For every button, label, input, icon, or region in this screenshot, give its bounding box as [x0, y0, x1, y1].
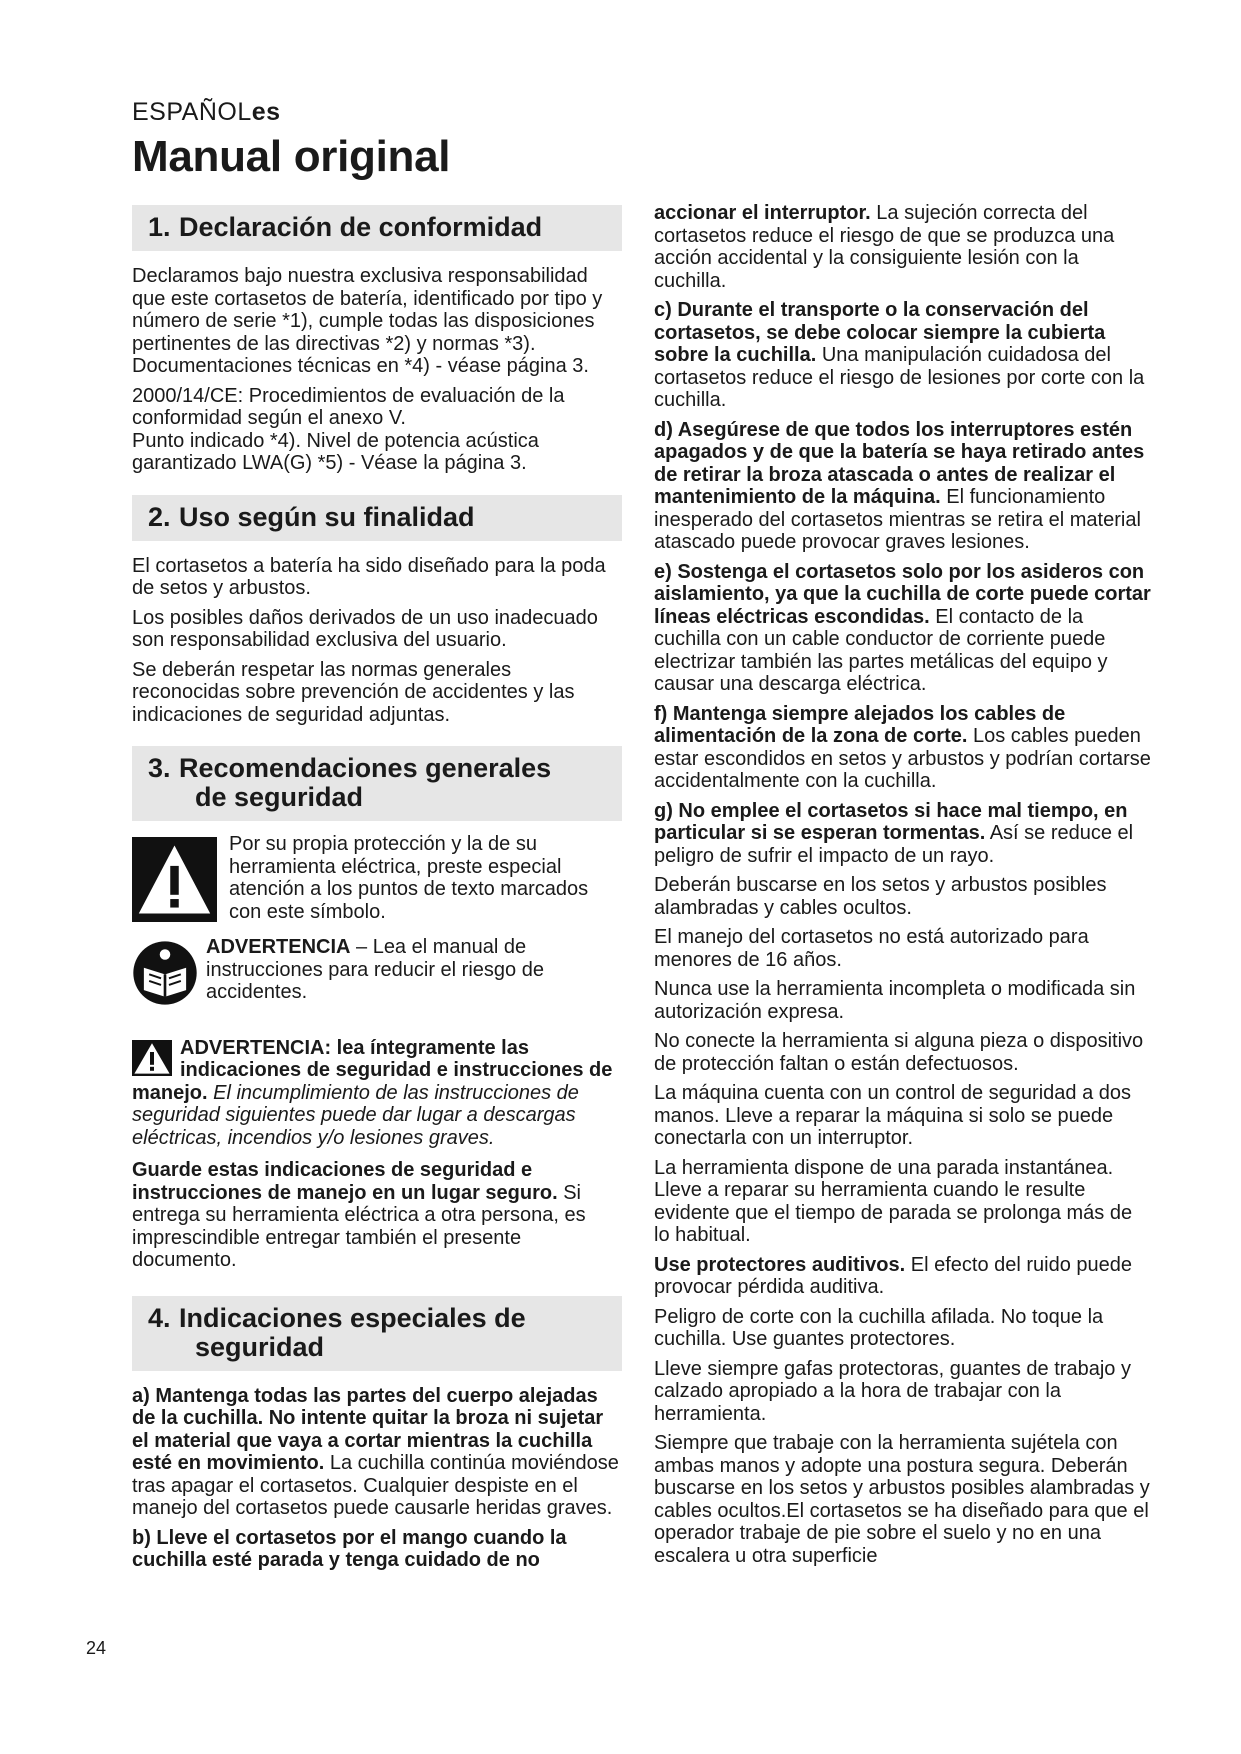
paragraph: La herramienta dispone de una parada instantánea. Lleve a reparar su herramienta cuando le resulte evidente que el tiempo de parada se prolonga más de lo habitual. — [654, 1156, 1133, 1246]
section-1-body — [132, 265, 622, 475]
paragraph: Declaramos bajo nuestra exclusiva responsabilidad que este cortasetos de batería, identificado por tipo y número de serie *1), cumple todas las disposiciones pertinentes de las directivas *2) y normas *3). Documentaciones técnicas en *4) - véase página 3. — [132, 265, 603, 377]
paragraph: ADVERTENCIA – Lea el manual de instrucciones para reducir el riesgo de accidentes. — [206, 936, 544, 1003]
paragraph: Por su propia protección y la de su herramienta eléctrica, preste especial atención a los puntos de texto marcados con este símbolo. — [229, 833, 589, 923]
paragraph: Los posibles daños derivados de un uso inadecuado son responsabilidad exclusiva del usuario. — [132, 606, 598, 651]
paragraph: c) Durante el transporte o la conservación del cortasetos, se debe colocar siempre la cubierta sobre la cuchilla. Una manipulación cuidadosa del cortasetos reduce el riesgo de lesiones por corte con la cuchilla. — [654, 299, 1145, 411]
warning-paragraph: ADVERTENCIA: lea íntegramente las indicaciones de seguridad e instrucciones de manejo. El incumplimiento de las instrucciones de seguridad siguientes puede dar lugar a descargas eléctricas, incendios y/o lesiones graves. — [132, 1036, 613, 1149]
paragraph: La máquina cuenta con un control de seguridad a dos manos. Lleve a reparar la máquina si solo se puede conectarla con un interruptor. — [654, 1082, 1132, 1149]
paragraph: Punto indicado *4). Nivel de potencia acústica garantizado LWA(G) *5) - Véase la página 3. — [132, 429, 539, 474]
read-manual-note — [132, 936, 622, 1011]
warning-triangle-icon — [132, 1040, 172, 1076]
read-manual-icon — [132, 940, 198, 1006]
paragraph: Nunca use la herramienta incompleta o modificada sin autorización expresa. — [654, 978, 1136, 1023]
section-2-body — [132, 555, 622, 727]
paragraph: a) Mantenga todas las partes del cuerpo alejadas de la cuchilla. No intente quitar la broza ni sujetar el material que vaya a cortar mientras la cuchilla esté en movimiento. La cuchilla continúa moviéndose tras apagar el cortasetos. Cualquier despiste en el manejo del cortasetos puede causarle heridas graves. — [132, 1384, 619, 1519]
warning-symbol-note — [132, 833, 622, 930]
right-column — [654, 202, 1152, 1574]
language-label: ESPAÑOLes — [132, 98, 281, 126]
paragraph: Siempre que trabaje con la herramienta sujétela con ambas manos y adopte una postura segura. Deberán buscarse en los setos y arbustos posibles alambradas y cables ocultos.El cortasetos se ha diseñado para que el operador trabaje de pie sobre el suelo y no en una escalera u otra superficie — [654, 1432, 1150, 1567]
paragraph: El cortasetos a batería ha sido diseñado para la poda de setos y arbustos. — [132, 554, 606, 599]
section-4-heading: 4. Indicaciones especiales de seguridad — [132, 1296, 622, 1371]
paragraph: Use protectores auditivos. El efecto del ruido puede provocar pérdida auditiva. — [654, 1253, 1133, 1298]
paragraph: Deberán buscarse en los setos y arbustos posibles alambradas y cables ocultos. — [654, 874, 1107, 919]
warning-triangle-icon — [132, 837, 217, 922]
paragraph: Lleve siempre gafas protectoras, guantes de trabajo y calzado apropiado a la hora de trabajar con la herramienta. — [654, 1357, 1131, 1425]
paragraph: f) Mantenga siempre alejados los cables de alimentación de la zona de corte. Los cables pueden estar escondidos en setos y arbustos y podrían cortarse accidentalmente con la cuchilla. — [654, 702, 1151, 792]
paragraph: Se deberán respetar las normas generales reconocidas sobre prevención de accidentes y las indicaciones de seguridad adjuntas. — [132, 658, 575, 726]
paragraph: El manejo del cortasetos no está autorizado para menores de 16 años. — [654, 926, 1089, 971]
section-3-heading: 3. Recomendaciones generales de seguridad — [132, 746, 622, 821]
page-title: Manual original — [132, 132, 451, 181]
paragraph: d) Asegúrese de que todos los interruptores estén apagados y de que la batería se haya retirado antes de retirar la broza atascada o antes de realizar el mantenimiento de la máquina. El funcionamiento inesperado del cortasetos mientras se retira el material atascado puede provocar graves lesiones. — [654, 418, 1145, 553]
page-number: 24 — [86, 1638, 107, 1658]
paragraph: accionar el interruptor. La sujeción correcta del cortasetos reduce el riesgo de que se produzca una acción accidental y la consiguiente lesión con la cuchilla. — [654, 202, 1115, 292]
section-2-heading: 2. Uso según su finalidad — [132, 495, 622, 541]
paragraph: e) Sostenga el cortasetos solo por los asideros con aislamiento, ya que la cuchilla de corte puede cortar líneas eléctricas escondidas. El contacto de la cuchilla con un cable conductor de corriente puede electrizar también las partes metálicas del equipo y causar una descarga eléctrica. — [654, 560, 1151, 695]
section-1-heading: 1. Declaración de conformidad — [132, 205, 622, 251]
paragraph: Guarde estas indicaciones de seguridad e instrucciones de manejo en un lugar seguro. Si entrega su herramienta eléctrica a otra persona, es imprescindible entregar también el presente documento. — [132, 1159, 586, 1271]
paragraph: 2000/14/CE: Procedimientos de evaluación de la conformidad según el anexo V. — [132, 384, 565, 429]
left-column — [132, 205, 622, 1579]
section-4-body — [132, 1385, 622, 1572]
paragraph: b) Lleve el cortasetos por el mango cuando la cuchilla esté parada y tenga cuidado de no — [132, 1526, 567, 1571]
paragraph: No conecte la herramienta si alguna pieza o dispositivo de protección faltan o están defectuosos. — [654, 1030, 1144, 1075]
paragraph: g) No emplee el cortasetos si hace mal tiempo, en particular si se esperan tormentas. Así se reduce el peligro de sufrir el impacto de un rayo. — [654, 799, 1134, 867]
paragraph: Peligro de corte con la cuchilla afilada. No toque la cuchilla. Use guantes protectores. — [654, 1305, 1104, 1350]
